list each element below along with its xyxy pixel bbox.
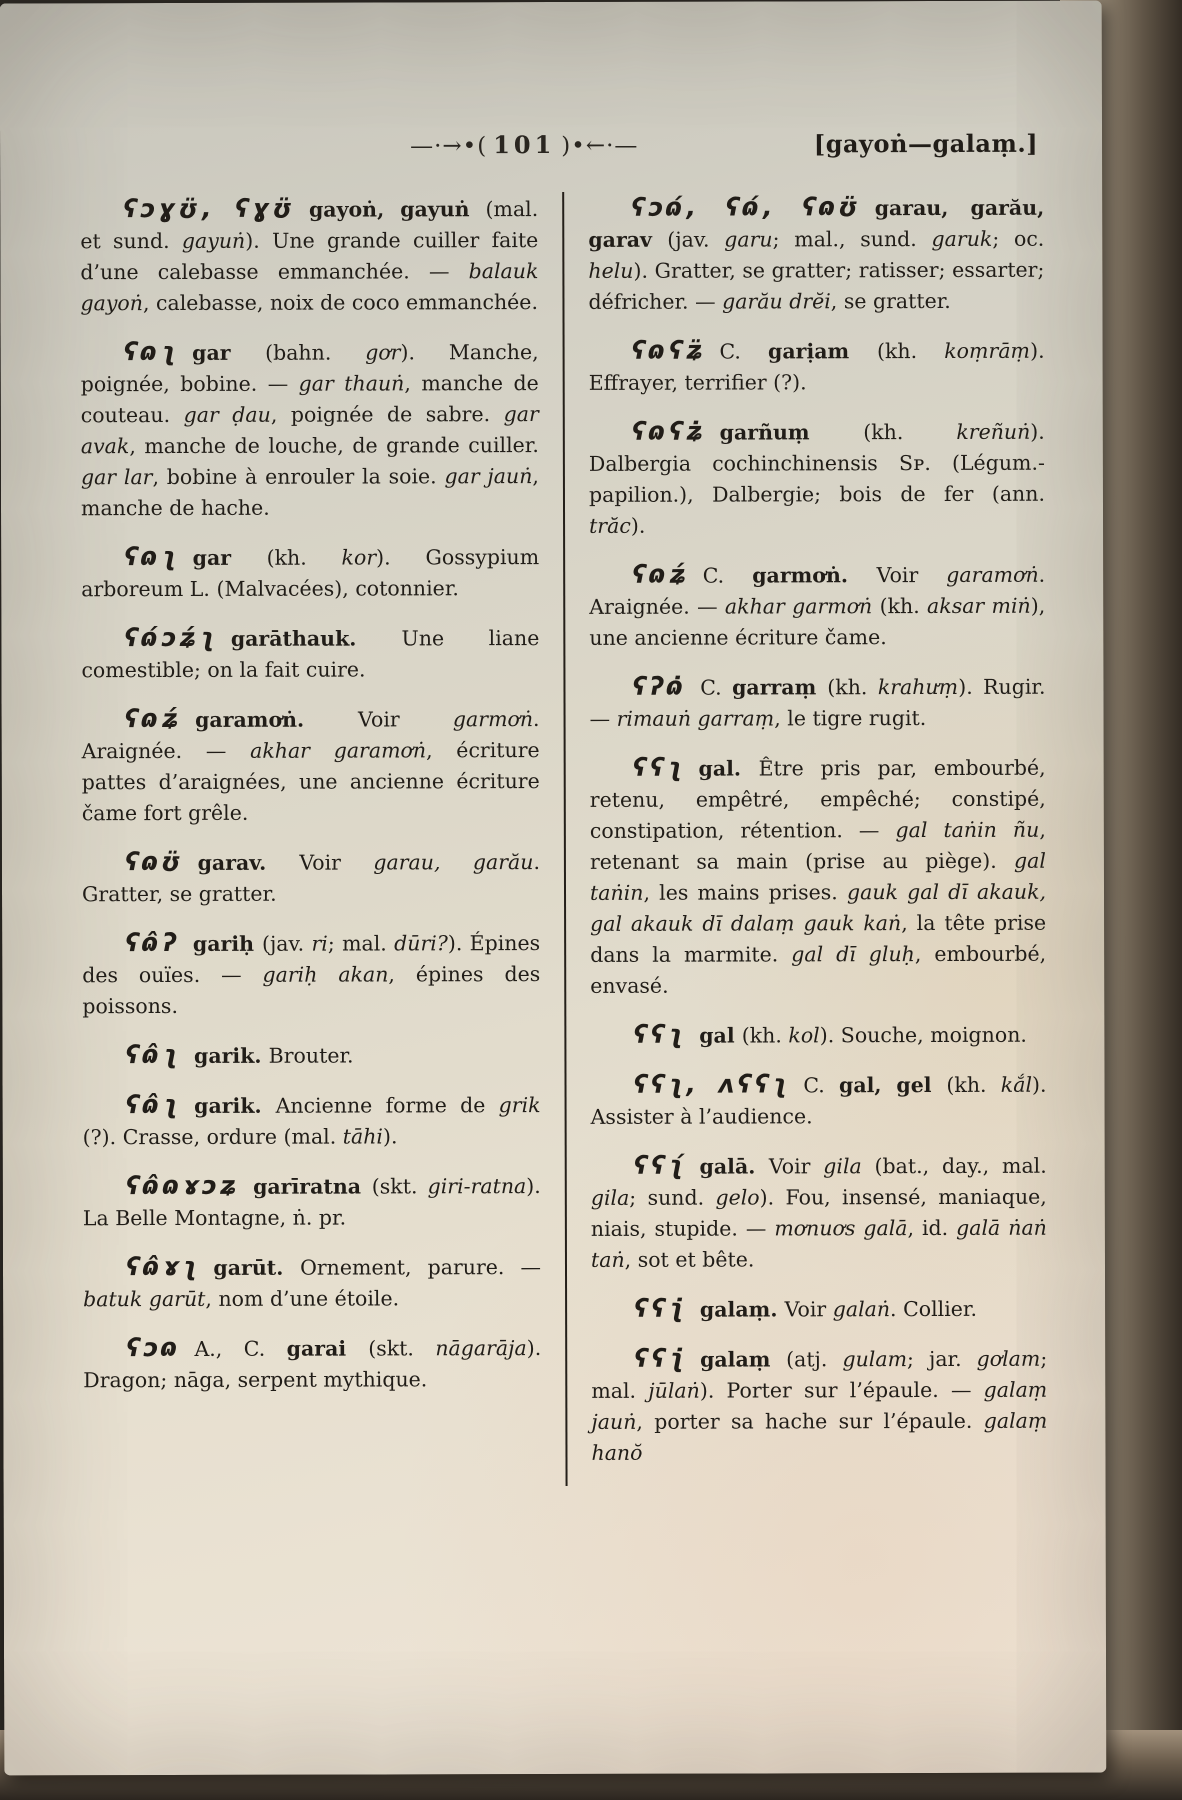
entry-text: (kh. bbox=[827, 675, 878, 700]
entry-text: ; oc. bbox=[992, 226, 1045, 251]
entry-text: tāhi bbox=[342, 1124, 384, 1149]
entry-text: gariḥ akan bbox=[262, 962, 389, 987]
entry-text: kol bbox=[788, 1023, 820, 1048]
entry-text: , poignée de sabre. bbox=[270, 402, 504, 427]
entry-text: galā. bbox=[699, 1154, 769, 1179]
entry-text: ; mal. bbox=[327, 931, 395, 956]
entry-text: garuk bbox=[931, 226, 993, 252]
entry-text: koṃrāṃ bbox=[944, 338, 1031, 363]
dictionary-entry bbox=[588, 191, 1044, 318]
entry-text: gauk gal dī akauk, gal akauk dī dalaṃ gauk kaṅ bbox=[590, 879, 1047, 936]
entry-text: , retenant sa main (prise au piège). bbox=[589, 817, 1046, 874]
entry-text: garau, garău, garav bbox=[588, 195, 1045, 252]
entry-text: Voir bbox=[299, 850, 374, 875]
entry-text: galaṅ bbox=[832, 1297, 891, 1322]
cham-script-glyphs: ʕɷ̂ʅ bbox=[125, 1089, 182, 1120]
dictionary-entry bbox=[589, 558, 1045, 654]
entry-text: helu bbox=[588, 258, 634, 283]
dictionary-entry bbox=[81, 621, 539, 686]
cham-script-glyphs: ʕʕʅ́ bbox=[633, 1150, 687, 1180]
entry-text: aksar miṅ bbox=[926, 593, 1031, 619]
right-column bbox=[562, 191, 1047, 1486]
entry-text: . Araignée. — bbox=[589, 562, 1046, 619]
entry-text: (kh. bbox=[266, 545, 342, 570]
dictionary-text-block bbox=[80, 191, 1047, 1488]
dictionary-entry bbox=[590, 1018, 1046, 1052]
entry-text: gal taṅin bbox=[589, 848, 1046, 905]
cham-script-glyphs: ʕɷ̂ɤʅ bbox=[125, 1251, 201, 1282]
entry-text: krahưṃ bbox=[877, 674, 959, 700]
entry-text: garñuṃ bbox=[719, 420, 864, 445]
entry-text: garāthauk. bbox=[230, 626, 402, 651]
entry-text: A., C. bbox=[194, 1336, 287, 1361]
entry-text: (bat., day., mal. bbox=[874, 1153, 1047, 1179]
entry-text: (jav. bbox=[261, 931, 312, 956]
cham-script-glyphs: ʕɔɣʊ̈, ʕɣʊ̈ bbox=[123, 193, 296, 224]
page-number-ornament bbox=[410, 130, 638, 160]
dictionary-entry bbox=[82, 926, 540, 1022]
entry-text: , nom d’une étoile. bbox=[205, 1286, 400, 1311]
entry-text: (kh. bbox=[876, 338, 945, 364]
entry-text: C. bbox=[803, 1073, 840, 1098]
entry-text: , manche de louche, de grande cuiller. bbox=[129, 433, 539, 459]
entry-text: garịam bbox=[767, 339, 877, 364]
entry-text: dūri? bbox=[394, 931, 448, 956]
entry-text: C. bbox=[700, 675, 733, 700]
entry-text: giri-ratna bbox=[427, 1174, 527, 1199]
entry-text: garmơṅ bbox=[452, 707, 534, 732]
entry-text: , embourbé, envasé. bbox=[590, 941, 1047, 998]
dictionary-entry bbox=[81, 540, 539, 605]
entry-text: grik bbox=[498, 1093, 541, 1118]
entry-text: gal taṅin ñu bbox=[895, 817, 1040, 843]
cham-script-glyphs: ʕʕʅ, ʌʕʕʅ bbox=[633, 1069, 791, 1099]
cham-script-glyphs: ʕʕʅ̇ bbox=[634, 1293, 687, 1323]
entry-text: ; jar. bbox=[906, 1346, 977, 1372]
entry-text: garai bbox=[286, 1336, 369, 1361]
entry-text: garik. bbox=[193, 1043, 269, 1068]
entry-text: gal bbox=[699, 1023, 742, 1048]
entry-text: ). Porter sur l’épaule. — bbox=[699, 1377, 984, 1403]
entry-text: nāgarāja bbox=[435, 1336, 527, 1361]
entry-text: Voir bbox=[876, 562, 947, 588]
entry-text: garraṃ bbox=[732, 675, 828, 700]
entry-text: ; mal., sund. bbox=[772, 227, 932, 252]
cham-script-glyphs: ʕɷʕʑ̇ bbox=[631, 416, 707, 446]
entry-text: (kh. bbox=[946, 1072, 1001, 1097]
entry-text: ). Assister à l’audience. bbox=[590, 1072, 1047, 1129]
entry-text: (kh. bbox=[863, 419, 957, 445]
entry-text: , écriture pattes d’araignées, une ancienne écriture čame fort grêle. bbox=[81, 738, 540, 826]
headword-range: [gayoṅ—galaṃ.] bbox=[813, 128, 1039, 159]
entry-text: jūlaṅ bbox=[648, 1378, 700, 1403]
dictionary-entry bbox=[83, 1088, 541, 1153]
entry-text: gar avak bbox=[80, 402, 539, 459]
entry-text: ). Fou, insensé, maniaque, niais, stupide. — bbox=[590, 1184, 1047, 1241]
entry-text: gila bbox=[823, 1154, 875, 1179]
entry-text: garik. bbox=[194, 1093, 276, 1118]
cham-script-glyphs: ʕɔɷ bbox=[126, 1332, 182, 1363]
entry-text: gar jauṅ bbox=[444, 464, 533, 489]
entry-text: (skt. bbox=[368, 1336, 436, 1361]
entry-text: galaṃ hanŏ bbox=[591, 1408, 1048, 1465]
entry-text: trăc bbox=[589, 513, 631, 538]
dictionary-entry bbox=[80, 192, 538, 319]
entry-text: gelo bbox=[715, 1185, 760, 1210]
book-page bbox=[0, 1, 1106, 1776]
folio-ornament-left: —·→•( bbox=[410, 133, 488, 160]
entry-text: akhar garmơṅ bbox=[724, 594, 880, 619]
entry-text: C. bbox=[702, 563, 753, 588]
cham-script-glyphs: ʕʕʅ bbox=[633, 1019, 687, 1049]
entry-text: ). Épines des ouïes. — bbox=[82, 931, 541, 988]
entry-text: , les mains prises. bbox=[643, 880, 847, 905]
entry-text: gar bbox=[192, 340, 266, 365]
entry-text: ). bbox=[382, 1124, 398, 1149]
entry-text: ). Dalbergia cochinchinensis Sᴘ. (Légum.-papilion.), Dalbergie; bois de fer (ann. bbox=[588, 419, 1046, 507]
entry-text: (kh. bbox=[879, 594, 928, 619]
entry-text: galaṃ. bbox=[699, 1297, 785, 1322]
entry-text: (jav. bbox=[667, 227, 725, 252]
entry-text: garu bbox=[724, 227, 773, 252]
entry-text: . Gratter, se gratter. bbox=[81, 850, 540, 907]
entry-text: batuk garūt bbox=[83, 1286, 206, 1312]
entry-text: gal dī gluḥ bbox=[791, 942, 915, 967]
entry-text: Être pris par, embourbé, retenu, empêtré, empêché; constipé, constipation, rétention. — bbox=[589, 755, 1046, 843]
entry-text: gơr bbox=[365, 340, 401, 365]
entry-text: ). Rugir. — bbox=[589, 674, 1046, 731]
cham-script-glyphs: ʕɷ̂ɷɤɔʑ bbox=[125, 1170, 241, 1201]
entry-text: (atj. bbox=[786, 1347, 843, 1372]
entry-text: akhar garamơṅ bbox=[250, 738, 427, 763]
entry-text: garīratna bbox=[253, 1174, 372, 1199]
dictionary-entry bbox=[589, 415, 1045, 542]
entry-text: ). Dragon; nāga, serpent mythique. bbox=[83, 1336, 542, 1393]
entry-text: . Araignée. — bbox=[81, 707, 540, 764]
page-number: 101 bbox=[493, 129, 556, 160]
cham-script-glyphs: ʕɷʅ bbox=[123, 336, 180, 367]
entry-text: (?). Crasse, ordure (mal. bbox=[82, 1124, 343, 1150]
dictionary-entry bbox=[83, 1169, 541, 1234]
entry-text: garau, garău bbox=[373, 850, 534, 875]
entry-text: garău drĕi bbox=[722, 289, 831, 314]
entry-text: gulam bbox=[842, 1347, 908, 1372]
dictionary-entry bbox=[591, 1342, 1047, 1469]
entry-text: , bobine à enrouler la soie. bbox=[152, 464, 445, 490]
entry-text: garūt. bbox=[213, 1255, 301, 1280]
entry-text: Ancienne forme de bbox=[275, 1093, 499, 1118]
entry-text: , épines des poissons. bbox=[82, 962, 541, 1019]
dictionary-entry bbox=[83, 1250, 541, 1315]
entry-text: (mal. et sund. bbox=[80, 197, 539, 254]
entry-text: Ornement, parure. — bbox=[300, 1255, 542, 1280]
cham-script-glyphs: ʕɷʕʑ̈ bbox=[631, 335, 707, 365]
dictionary-entry bbox=[83, 1331, 541, 1396]
entry-text: kắl bbox=[1000, 1072, 1033, 1097]
entry-text: galā ṅaṅ taṅ bbox=[590, 1215, 1047, 1272]
entry-text: kreñuṅ bbox=[956, 419, 1031, 444]
entry-text: gal. bbox=[698, 756, 759, 781]
dictionary-entry bbox=[82, 702, 540, 829]
dictionary-entry bbox=[81, 335, 539, 524]
dictionary-entry bbox=[590, 1068, 1046, 1133]
entry-text: , se gratter. bbox=[830, 288, 951, 314]
cham-script-glyphs: ʕʔɷ̇ bbox=[632, 671, 688, 701]
running-head bbox=[80, 129, 1044, 168]
entry-text: Voir bbox=[784, 1297, 833, 1322]
entry-text: , id. bbox=[907, 1215, 957, 1241]
cham-script-glyphs: ʕɷ́ɔʑ́ʅ bbox=[124, 622, 218, 653]
dictionary-entry bbox=[589, 670, 1045, 735]
dictionary-entry bbox=[591, 1292, 1047, 1326]
entry-text: ; sund. bbox=[629, 1185, 716, 1210]
entry-text: gariḥ bbox=[192, 931, 262, 956]
entry-text: rimauṅ garraṃ bbox=[616, 706, 775, 731]
entry-text: gơlam bbox=[976, 1346, 1041, 1371]
cham-script-glyphs: ʕɷʊ̈ bbox=[124, 846, 185, 877]
cham-script-glyphs: ʕɷʑ́ bbox=[124, 703, 183, 734]
entry-text: Voir bbox=[358, 707, 453, 732]
entry-text: gal, gel bbox=[838, 1072, 947, 1098]
entry-text: ). Effrayer, terrifier (?). bbox=[588, 338, 1045, 395]
entry-text: C. bbox=[719, 339, 769, 364]
entry-text: , sot et bête. bbox=[624, 1247, 755, 1272]
entry-text: gayuṅ bbox=[181, 228, 246, 253]
cham-script-glyphs: ʕɷʑ́ bbox=[632, 559, 690, 589]
entry-text: ), une ancienne écriture čame. bbox=[589, 593, 1046, 650]
entry-text: mơnuơs galā bbox=[774, 1216, 908, 1241]
entry-text: Une liane comestible; on la fait cuire. bbox=[81, 626, 540, 683]
entry-text: garmơṅ. bbox=[752, 563, 877, 588]
entry-text: , calebasse, noix de coco emmanchée. bbox=[142, 290, 538, 316]
left-column bbox=[80, 192, 565, 1487]
entry-text: garav. bbox=[197, 850, 300, 875]
cham-script-glyphs: ʕɷ̂ʅ bbox=[125, 1039, 182, 1070]
entry-text: Voir bbox=[768, 1154, 824, 1179]
entry-text: ). Souche, moignon. bbox=[819, 1022, 1027, 1048]
entry-text: balauk gayoṅ bbox=[80, 259, 539, 316]
dictionary-entry bbox=[590, 751, 1047, 1002]
cham-script-glyphs: ʕɷʅ bbox=[124, 541, 180, 572]
entry-text: ; mal. bbox=[591, 1346, 1048, 1403]
dictionary-entry bbox=[82, 1038, 540, 1072]
entry-text: garamơṅ. bbox=[195, 707, 359, 732]
entry-text: galaṃ bbox=[700, 1347, 787, 1372]
entry-text: ). Gossypium arboreum L. (Malvacées), cotonnier. bbox=[81, 545, 540, 602]
entry-text: gayoṅ, gayuṅ bbox=[308, 197, 486, 222]
cham-script-glyphs: ʕʕʅ bbox=[632, 752, 686, 782]
entry-text: gila bbox=[590, 1185, 630, 1210]
entry-text: ). Manche, poignée, bobine. — bbox=[80, 340, 539, 397]
entry-text: (bahn. bbox=[265, 340, 366, 365]
entry-text: (kh. bbox=[741, 1023, 789, 1048]
cham-script-glyphs: ʕɔɷ́, ʕɷ́, ʕɷʊ̈ bbox=[631, 192, 862, 222]
entry-text: ). La Belle Montagne, ṅ. pr. bbox=[82, 1174, 541, 1231]
entry-text: gar bbox=[192, 545, 267, 570]
entry-text: gar lar bbox=[80, 465, 153, 490]
cham-script-glyphs: ʕɷ̂ʔ bbox=[125, 927, 180, 958]
entry-text: ). Une grande cuiller faite d’une calebasse emmanchée. — bbox=[80, 228, 539, 285]
entry-text: gar ḍau bbox=[183, 402, 271, 427]
cham-script-glyphs: ʕʕʅ̇ bbox=[634, 1343, 688, 1373]
entry-text: . Collier. bbox=[890, 1296, 978, 1322]
dictionary-entry bbox=[591, 1149, 1047, 1276]
entry-text: ). bbox=[630, 513, 646, 538]
entry-text: , porter sa hache sur l’épaule. bbox=[636, 1408, 984, 1434]
entry-text: , le tigre rugit. bbox=[774, 706, 927, 731]
entry-text: ri bbox=[311, 931, 328, 956]
entry-text: (skt. bbox=[371, 1174, 428, 1199]
folio-ornament-right: )•←·— bbox=[561, 132, 639, 159]
entry-text: galaṃ jauṅ bbox=[591, 1377, 1048, 1434]
entry-text: , la tête prise dans la marmite. bbox=[590, 910, 1047, 967]
entry-text: kor bbox=[341, 545, 377, 570]
entry-text: Brouter. bbox=[268, 1043, 354, 1068]
entry-text: , manche de couteau. bbox=[80, 371, 539, 428]
dictionary-entry bbox=[589, 334, 1045, 399]
entry-text: ). Gratter, se gratter; ratisser; essarter; défricher. — bbox=[588, 257, 1045, 314]
entry-text: garamơṅ bbox=[946, 562, 1039, 587]
entry-text: gar thauṅ bbox=[298, 371, 405, 396]
entry-text: , manche de hache. bbox=[80, 464, 539, 521]
dictionary-entry bbox=[82, 845, 540, 910]
